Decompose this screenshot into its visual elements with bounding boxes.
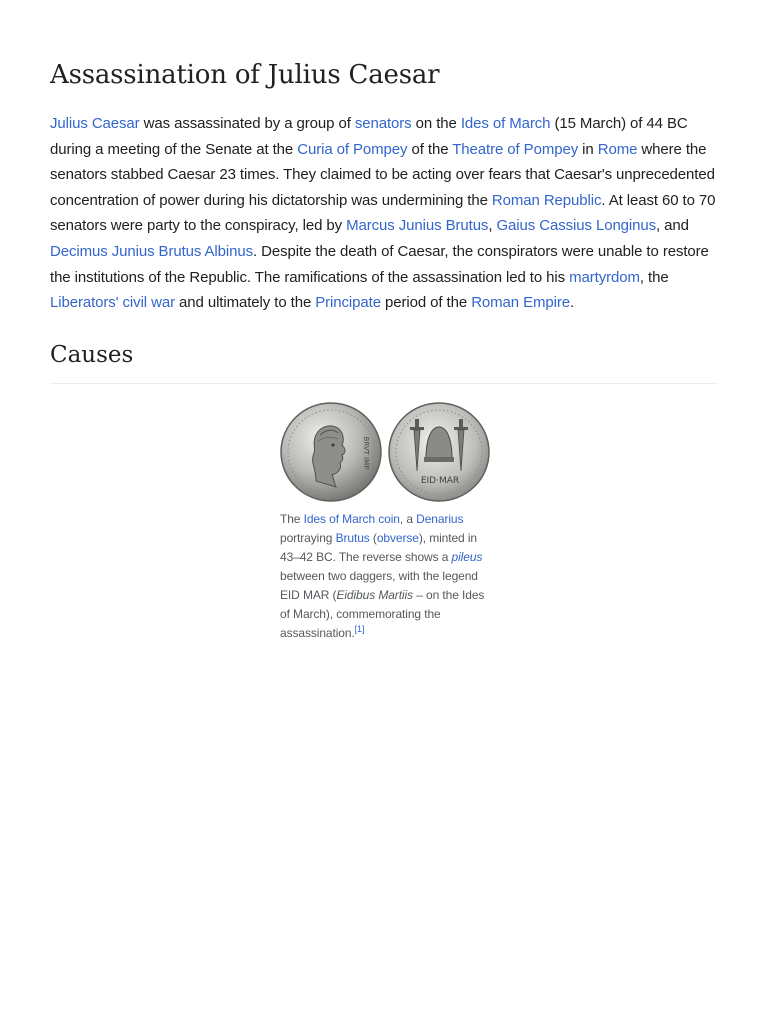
- link-ides-of-march-coin[interactable]: Ides of March coin: [303, 512, 400, 526]
- link-pileus-text: pileus: [451, 550, 483, 564]
- lead-text: of the: [407, 140, 453, 158]
- link-gaius-cassius-longinus[interactable]: Gaius Cassius Longinus: [496, 217, 657, 235]
- reference-link-1[interactable]: [1]: [354, 624, 365, 634]
- lead-text: was assassinated by a group of: [139, 115, 355, 132]
- link-marcus-junius-brutus[interactable]: Marcus Junius Brutus: [346, 217, 489, 235]
- lead-text: . At least 60 to 70 senators were party to the conspiracy, led by: [50, 191, 716, 235]
- caption-text: between two daggers, with the legend EID MAR (: [280, 569, 478, 602]
- lead-text: (15 March) of 44 BC during a meeting of the Senate at the: [50, 115, 688, 158]
- link-theatre-of-pompey[interactable]: Theatre of Pompey: [452, 140, 579, 158]
- lead-text: on the: [411, 115, 461, 132]
- caption-italic-text: Eidibus Martiis: [336, 588, 413, 602]
- obverse-legend-text: BRVT IMP: [362, 436, 370, 470]
- link-denarius[interactable]: Denarius: [416, 512, 464, 526]
- section-heading-causes: Causes: [50, 340, 718, 384]
- reverse-legend-text: EID·MAR: [420, 476, 460, 486]
- link-julius-caesar[interactable]: Julius Caesar: [50, 115, 140, 132]
- link-liberators-civil-war[interactable]: Liberators' civil war: [50, 294, 175, 312]
- coin-image[interactable]: [280, 400, 490, 504]
- lead-text: where the senators stabbed Caesar 23 times. They claimed to be acting over fears that Caesar's unprecedented concentration of power during his dictatorship was undermining the: [50, 140, 715, 209]
- coin-figure: [280, 400, 490, 643]
- link-martyrdom[interactable]: martyrdom: [569, 268, 640, 286]
- page-title: Assassination of Julius Caesar: [50, 60, 440, 90]
- lead-text: , the: [639, 268, 669, 286]
- link-obverse[interactable]: obverse: [376, 531, 419, 545]
- caption-text: , a: [399, 512, 417, 526]
- caption-text: portraying: [280, 531, 336, 545]
- coin-reverse-image: [388, 401, 490, 503]
- caption-text: The: [280, 512, 304, 526]
- lead-text: . Despite the death of Caesar, the conspirators were unable to restore the institutions of the Republic. The ramifications of the assassination led to his: [50, 242, 709, 286]
- article: [50, 0, 718, 640]
- lead-paragraph: [50, 111, 718, 316]
- link-principate[interactable]: Principate: [315, 294, 381, 312]
- link-pileus[interactable]: [452, 550, 483, 564]
- link-rome[interactable]: Rome: [597, 140, 638, 158]
- lead-text: ,: [488, 217, 497, 235]
- coin-obverse-image: [280, 401, 382, 503]
- link-senators[interactable]: senators: [354, 115, 412, 132]
- link-brutus[interactable]: Brutus: [335, 531, 370, 545]
- caption-text: ), minted in 43–42 BC. The reverse shows a: [280, 531, 477, 564]
- lead-text: period of the: [380, 294, 472, 312]
- link-curia-of-pompey[interactable]: Curia of Pompey: [297, 140, 408, 158]
- lead-text: and ultimately to the: [174, 294, 316, 312]
- caption-text: – on the Ides of March), commemorating the assassination.: [280, 588, 485, 640]
- link-ides-of-march[interactable]: Ides of March: [460, 115, 551, 132]
- link-decimus-junius-brutus-albinus[interactable]: Decimus Junius Brutus Albinus: [50, 242, 254, 260]
- lead-text: in: [578, 140, 598, 158]
- lead-text: , and: [656, 217, 689, 235]
- link-roman-empire[interactable]: Roman Empire: [471, 294, 571, 312]
- caption-text: (: [369, 531, 377, 545]
- figure-caption: [280, 510, 486, 643]
- link-roman-republic[interactable]: Roman Republic: [491, 191, 602, 209]
- lead-text: .: [570, 294, 575, 312]
